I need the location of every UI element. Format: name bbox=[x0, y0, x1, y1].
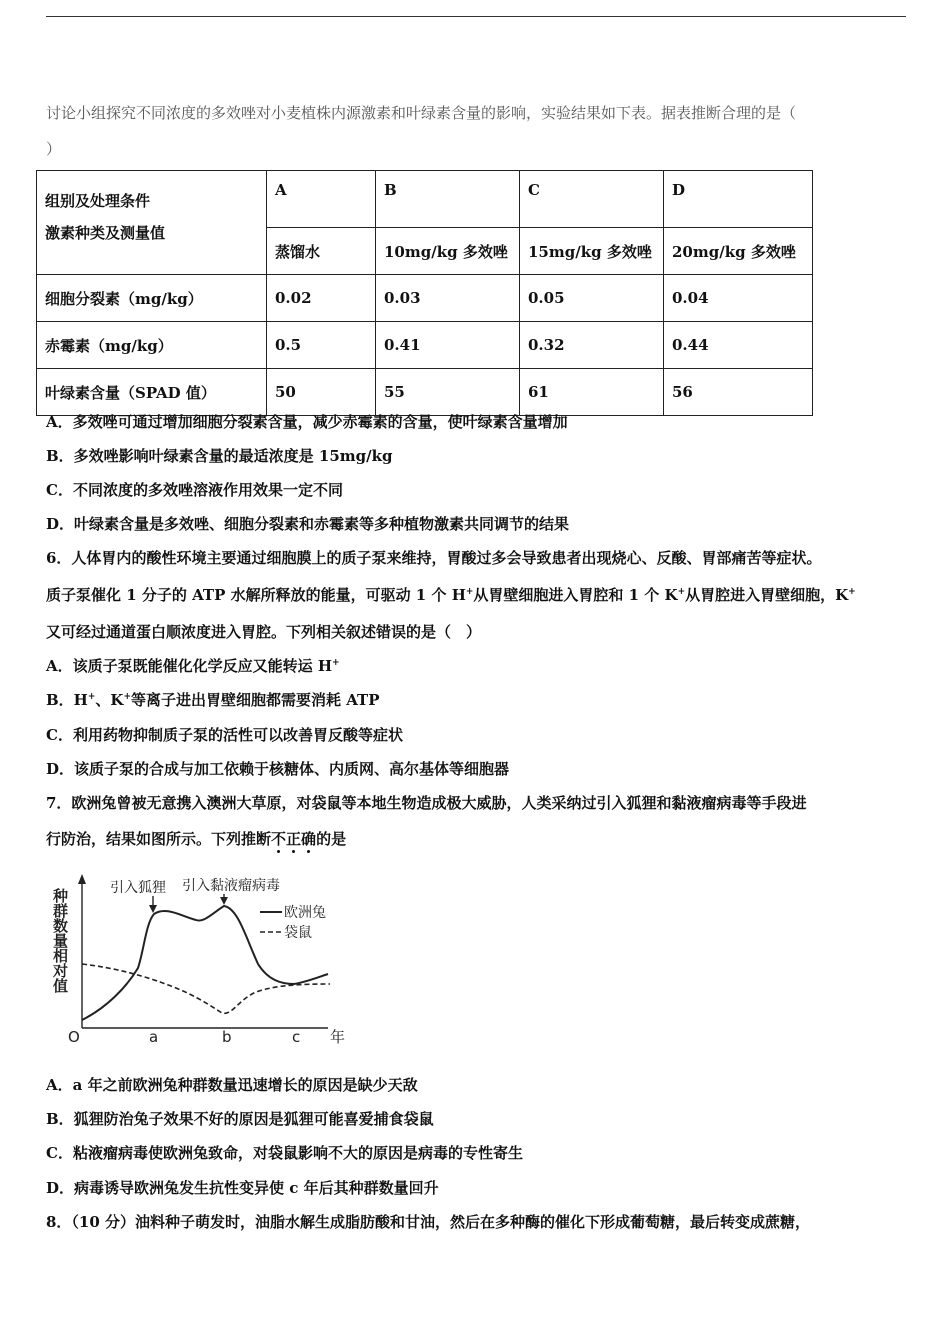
emphasis-char: 正 bbox=[286, 830, 302, 848]
group-a-header: A bbox=[267, 171, 376, 228]
table-cell: 0.02 bbox=[267, 275, 376, 322]
treatment-a: 蒸馏水 bbox=[267, 228, 376, 275]
q6-option-a bbox=[46, 656, 340, 676]
corner-line1: 组别及处理条件 bbox=[45, 192, 151, 210]
y-axis-arrow bbox=[78, 874, 86, 884]
q5-stem-line2: ） bbox=[46, 140, 62, 158]
q7-option-d: D．病毒诱导欧洲兔发生抗性变异使 c 年后其种群数量回升 bbox=[46, 1179, 439, 1197]
tick-label-c: c bbox=[292, 1028, 301, 1046]
q6-option-b-text2: 、K bbox=[95, 691, 124, 709]
q6-line2-part3: 从胃腔进入胃壁细胞，K bbox=[685, 586, 849, 604]
table-cell: 0.04 bbox=[664, 275, 813, 322]
q6-option-b bbox=[46, 690, 379, 710]
q5-option-c: C．不同浓度的多效唑溶液作用效果一定不同 bbox=[46, 481, 343, 499]
superscript-plus: + bbox=[332, 658, 340, 668]
table-cell: 56 bbox=[664, 369, 813, 416]
table-cell: 50 bbox=[267, 369, 376, 416]
table-cell: 0.03 bbox=[376, 275, 520, 322]
emphasis-char: 确 bbox=[301, 830, 317, 848]
table-cell: 0.41 bbox=[376, 322, 520, 369]
page-top-rule bbox=[46, 16, 906, 17]
superscript-plus: + bbox=[677, 587, 686, 597]
table-cell: 61 bbox=[520, 369, 664, 416]
q6-option-b-text3: 等离子进出胃壁细胞都需要消耗 ATP bbox=[131, 691, 380, 709]
q7-line2-pre: 行防治，结果如图所示。下列推断 bbox=[46, 830, 272, 848]
row-label-chlorophyll: 叶绿素含量（SPAD 值） bbox=[37, 369, 267, 416]
arrow-virus-head bbox=[220, 897, 228, 905]
corner-line2: 激素种类及测量值 bbox=[45, 224, 166, 242]
row-label-cytokinin: 细胞分裂素（mg/kg） bbox=[37, 275, 267, 322]
tick-label-a: a bbox=[149, 1028, 159, 1046]
q6-line2 bbox=[46, 585, 856, 605]
y-axis-label: 种群数量相对值 bbox=[51, 888, 69, 993]
table-cell: 0.32 bbox=[520, 322, 664, 369]
superscript-plus: + bbox=[123, 692, 131, 702]
annotation-virus: 引入黏液瘤病毒 bbox=[182, 878, 280, 894]
q5-option-a: A．多效唑可通过增加细胞分裂素含量，减少赤霉素的含量，使叶绿素含量增加 bbox=[46, 413, 568, 431]
legend-rabbit: 欧洲兔 bbox=[284, 905, 326, 921]
arrow-fox-head bbox=[149, 905, 157, 913]
treatment-b: 10mg/kg 多效唑 bbox=[376, 228, 520, 275]
group-c-header: C bbox=[520, 171, 664, 228]
q6-line3: 又可经过通道蛋白顺浓度进入胃腔。下列相关叙述错误的是（ ） bbox=[46, 623, 482, 641]
emphasis-char: 不 bbox=[271, 830, 287, 848]
q5-option-d: D．叶绿素含量是多效唑、细胞分裂素和赤霉素等多种植物激素共同调节的结果 bbox=[46, 515, 570, 533]
origin-label: O bbox=[68, 1028, 80, 1046]
superscript-plus: + bbox=[465, 587, 474, 597]
q5-stem-line1: 讨论小组探究不同浓度的多效唑对小麦植株内源激素和叶绿素含量的影响，实验结果如下表。据表推断合理的是（ bbox=[46, 104, 797, 122]
q6-option-b-text1: B．H bbox=[46, 691, 88, 709]
legend-kangaroo: 袋鼠 bbox=[284, 925, 312, 941]
x-unit-label: 年 bbox=[330, 1028, 346, 1046]
row-label-gibberellin: 赤霉素（mg/kg） bbox=[37, 322, 267, 369]
table-row bbox=[37, 369, 813, 416]
q8-line1: 8．（10 分）油料种子萌发时，油脂水解生成脂肪酸和甘油，然后在多种酶的催化下形成葡萄糖，最后转变成蔗糖， bbox=[46, 1213, 811, 1231]
q6-line2-part1: 质子泵催化 1 分子的 ATP 水解所释放的能量，可驱动 1 个 H bbox=[46, 586, 466, 604]
treatment-c: 15mg/kg 多效唑 bbox=[520, 228, 664, 275]
table-header-row bbox=[37, 171, 813, 228]
table-cell: 0.5 bbox=[267, 322, 376, 369]
treatment-d: 20mg/kg 多效唑 bbox=[664, 228, 813, 275]
q6-option-d: D．该质子泵的合成与加工依赖于核糖体、内质网、高尔基体等细胞器 bbox=[46, 760, 510, 778]
q5-option-b: B．多效唑影响叶绿素含量的最适浓度是 15mg/kg bbox=[46, 447, 393, 465]
table-row bbox=[37, 322, 813, 369]
q7-option-c: C．粘液瘤病毒使欧洲兔致命，对袋鼠影响不大的原因是病毒的专性寄生 bbox=[46, 1144, 523, 1162]
table-cell: 55 bbox=[376, 369, 520, 416]
table-row bbox=[37, 275, 813, 322]
annotation-fox: 引入狐狸 bbox=[110, 880, 166, 896]
hormone-table bbox=[36, 170, 813, 416]
population-graph bbox=[46, 868, 356, 1048]
table-corner-cell bbox=[37, 171, 267, 275]
q7-option-a: A．a 年之前欧洲兔种群数量迅速增长的原因是缺少天敌 bbox=[46, 1076, 418, 1094]
superscript-plus: + bbox=[87, 692, 96, 702]
q6-line2-part2: 从胃壁细胞进入胃腔和 1 个 K bbox=[473, 586, 678, 604]
q7-option-b: B．狐狸防治兔子效果不好的原因是狐狸可能喜爱捕食袋鼠 bbox=[46, 1110, 434, 1128]
tick-label-b: b bbox=[222, 1028, 232, 1046]
q6-option-a-text: A．该质子泵既能催化化学反应又能转运 H bbox=[46, 657, 333, 675]
group-b-header: B bbox=[376, 171, 520, 228]
q6-line1: 6．人体胃内的酸性环境主要通过细胞膜上的质子泵来维持，胃酸过多会导致患者出现烧心、反酸、胃部痛苦等症状。 bbox=[46, 549, 822, 567]
q6-option-c: C．利用药物抑制质子泵的活性可以改善胃反酸等症状 bbox=[46, 726, 403, 744]
q7-line2 bbox=[46, 829, 346, 849]
q7-line1: 7．欧洲兔曾被无意携入澳洲大草原，对袋鼠等本地生物造成极大威胁，人类采纳过引入狐狸和黏液瘤病毒等手段进 bbox=[46, 794, 807, 812]
table-cell: 0.05 bbox=[520, 275, 664, 322]
kangaroo-curve bbox=[82, 964, 330, 1013]
group-d-header: D bbox=[664, 171, 813, 228]
superscript-plus: + bbox=[848, 587, 856, 597]
q7-line2-post: 的是 bbox=[316, 830, 347, 848]
table-cell: 0.44 bbox=[664, 322, 813, 369]
